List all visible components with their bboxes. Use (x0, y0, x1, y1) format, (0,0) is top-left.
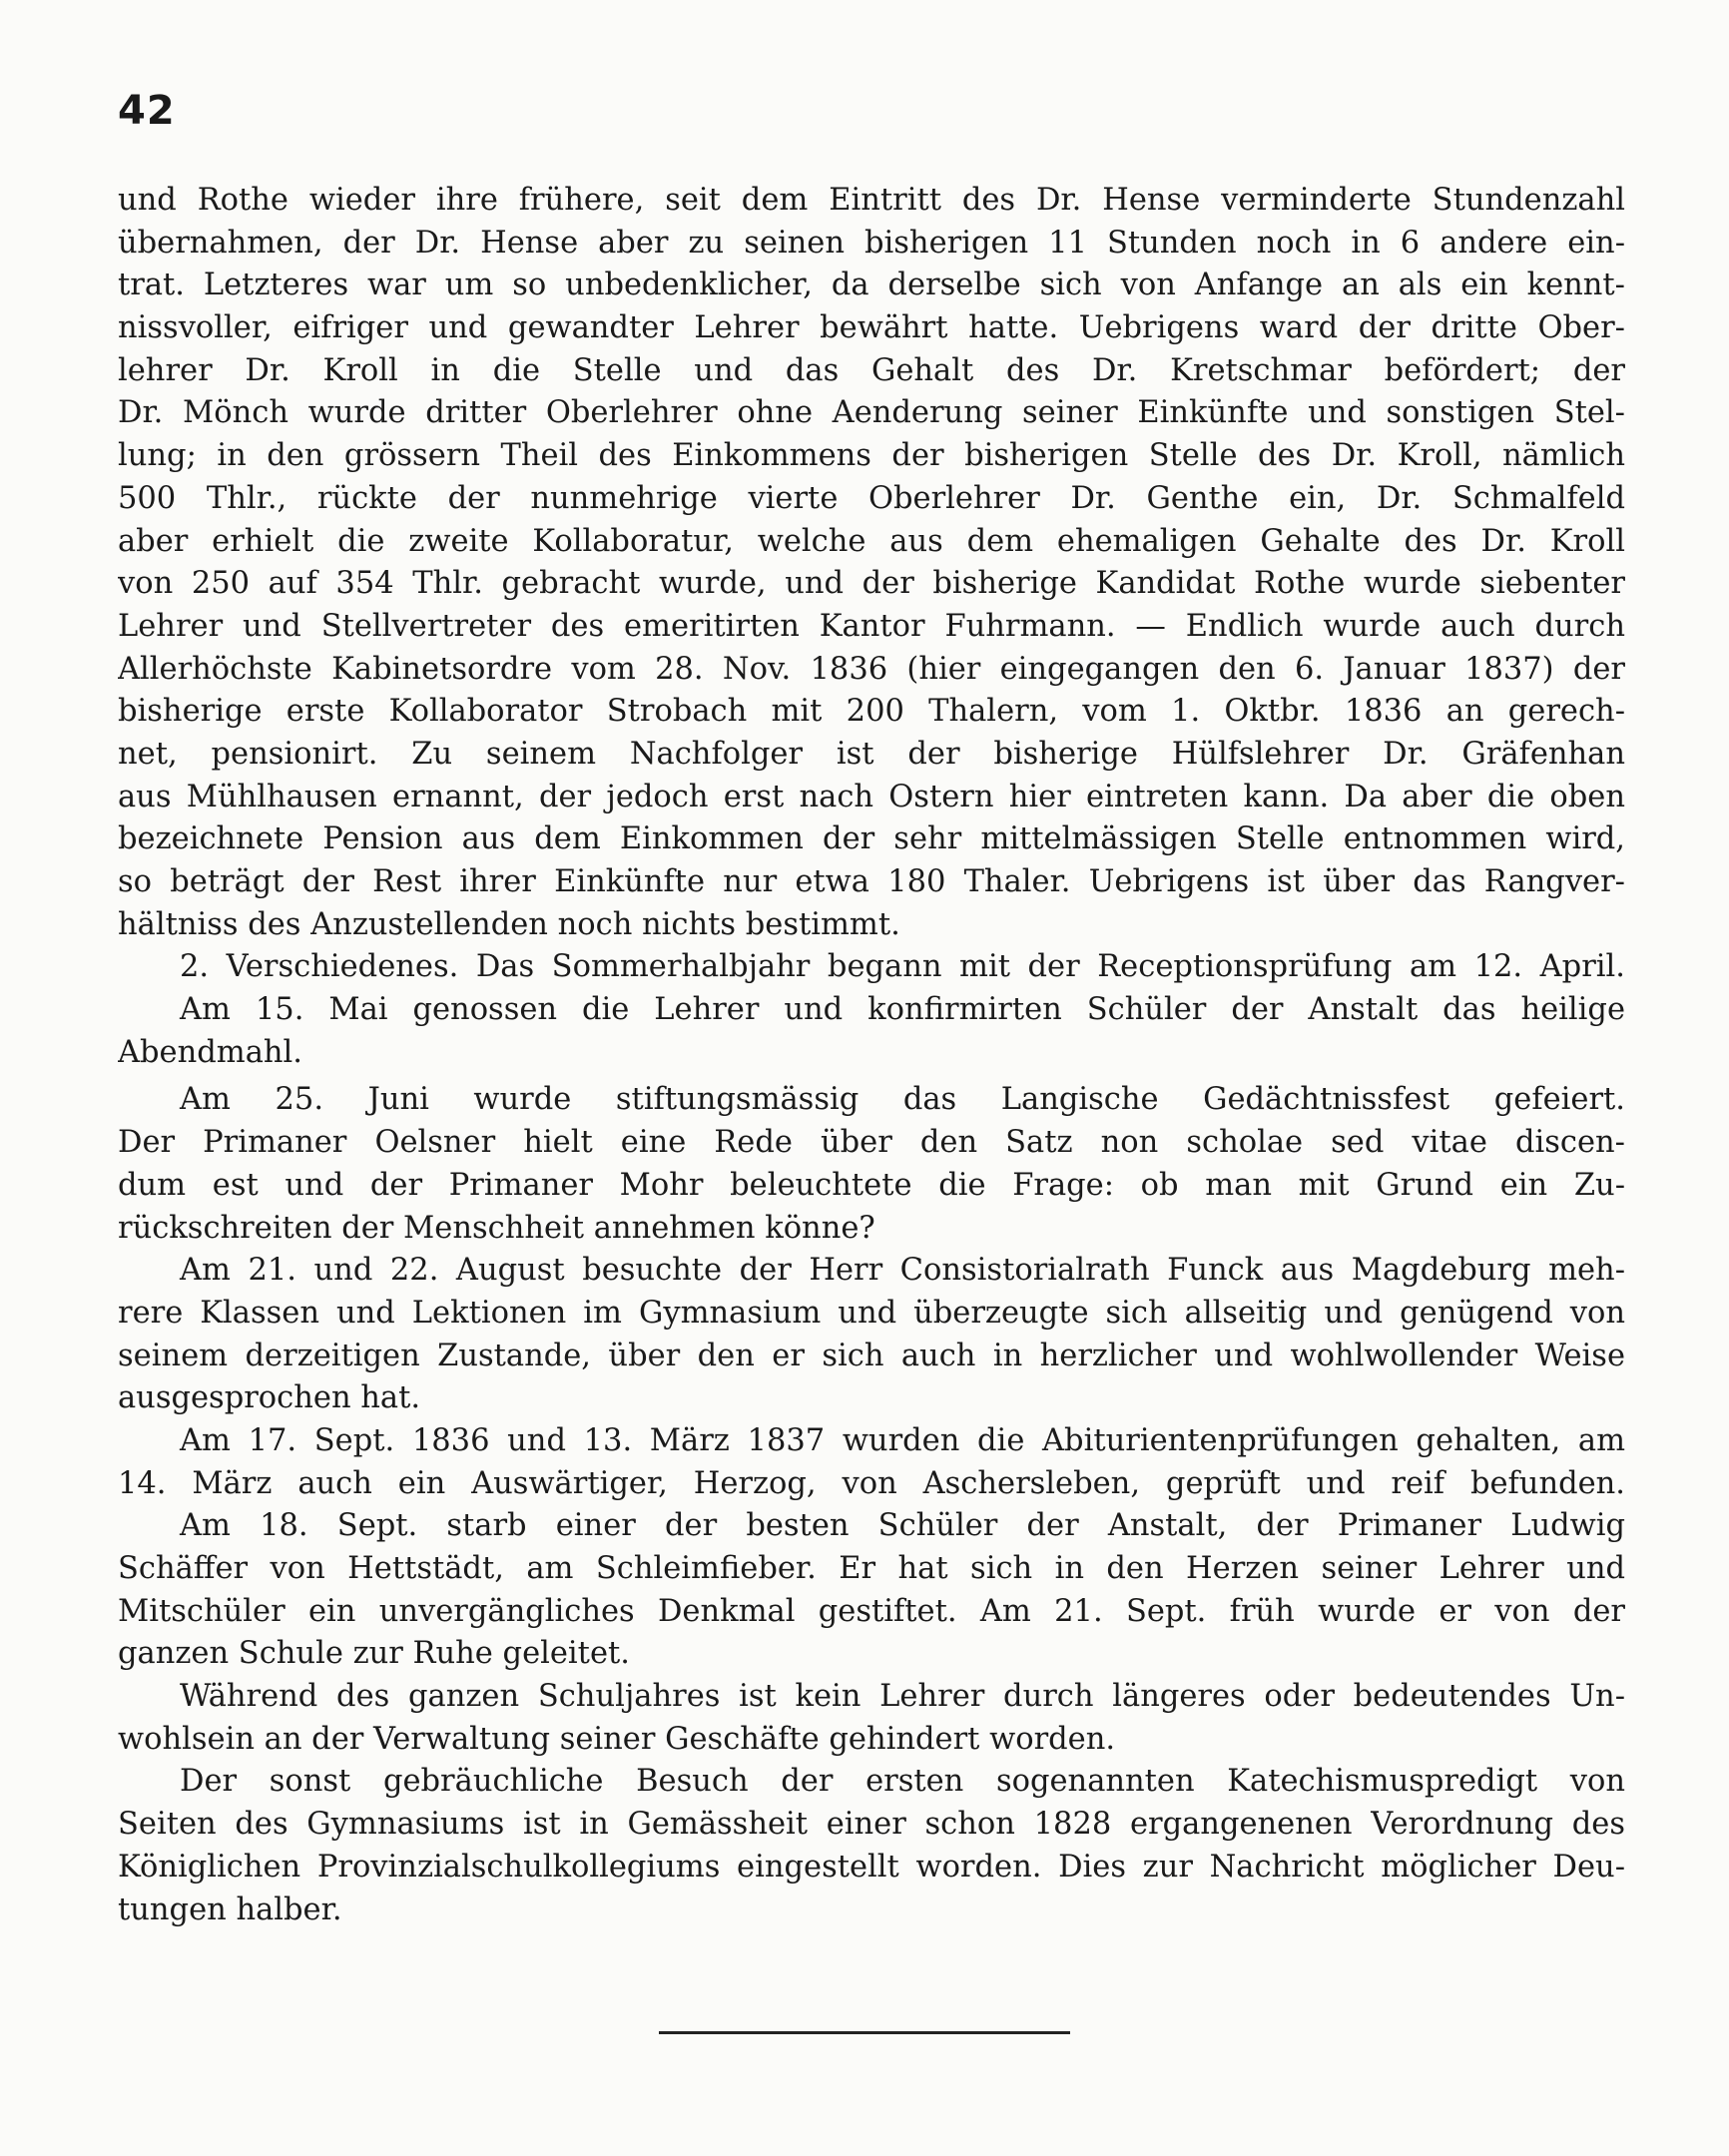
text-line: Während des ganzen Schuljahres ist kein Lehrer durch längeres oder bedeutendes Un- (180, 1679, 1625, 1715)
text-line: Am 17. Sept. 1836 und 13. März 1837 wurden die Abiturientenprüfungen gehalten, am (180, 1422, 1625, 1458)
text-line: ganzen Schule zur Ruhe geleitet. (118, 1636, 630, 1672)
text-line: so beträgt der Rest ihrer Einkünfte nur etwa 180 Thaler. Uebrigens ist über das Rangver- (118, 864, 1625, 899)
text-line: dum est und der Primaner Mohr beleuchtete die Frage: ob man mit Grund ein Zu- (118, 1167, 1625, 1203)
text-line: Der sonst gebräuchliche Besuch der ersten sogenannten Katechismuspredigt von (180, 1764, 1625, 1800)
text-line: seinem derzeitigen Zustande, über den er sich auch in herzlicher und wohlwollender Weise (118, 1338, 1625, 1373)
text-line: Mitschüler ein unvergängliches Denkmal gestiftet. Am 21. Sept. früh wurde er von der (118, 1593, 1625, 1629)
text-line: Der Primaner Oelsner hielt eine Rede über den Satz non scholae sed vitae discen- (118, 1125, 1625, 1161)
text-line: 14. März auch ein Auswärtiger, Herzog, von Aschersleben, geprüft und reif befunden. (118, 1465, 1625, 1501)
page-number: 42 (118, 88, 176, 134)
text-line: rere Klassen und Lektionen im Gymnasium und überzeugte sich allseitig und genügend von (118, 1295, 1625, 1331)
text-line: Dr. Mönch wurde dritter Oberlehrer ohne Aenderung seiner Einkünfte und sonstigen Stel- (118, 395, 1625, 431)
text-line: aber erhielt die zweite Kollaboratur, welche aus dem ehemaligen Gehalte des Dr. Kroll (118, 523, 1625, 559)
text-line: und Rothe wieder ihre frühere, seit dem Eintritt des Dr. Hense verminderte Stundenzahl (118, 183, 1625, 218)
text-line: rückschreiten der Menschheit annehmen könne? (118, 1210, 875, 1246)
text-line: nissvoller, eifriger und gewandter Lehrer bewährt hatte. Uebrigens ward der dritte Ober- (118, 310, 1625, 346)
end-rule (659, 2031, 1070, 2034)
text-line: hältniss des Anzustellenden noch nichts bestimmt. (118, 906, 900, 942)
text-line: tungen halber. (118, 1891, 342, 1927)
text-line: lung; in den grössern Theil des Einkommens der bisherigen Stelle des Dr. Kroll, nämlich (118, 438, 1625, 474)
text-line: von 250 auf 354 Thlr. gebracht wurde, und der bisherige Kandidat Rothe wurde siebenter (118, 566, 1625, 602)
text-line: Am 15. Mai genossen die Lehrer und konfirmirten Schüler der Anstalt das heilige (180, 992, 1625, 1028)
text-line: 500 Thlr., rückte der nunmehrige vierte Oberlehrer Dr. Genthe ein, Dr. Schmalfeld (118, 480, 1625, 516)
text-line: Am 25. Juni wurde stiftungsmässig das Langische Gedächtnissfest gefeiert. (180, 1082, 1625, 1118)
text-line: trat. Letzteres war um so unbedenklicher, da derselbe sich von Anfange an als ein kennt- (118, 268, 1625, 303)
text-line: Königlichen Provinzialschulkollegiums eingestellt worden. Dies zur Nachricht möglicher Deu- (118, 1849, 1625, 1885)
text-line: bezeichnete Pension aus dem Einkommen der sehr mittelmässigen Stelle entnommen wird, (118, 821, 1625, 857)
text-line: lehrer Dr. Kroll in die Stelle und das Gehalt des Dr. Kretschmar befördert; der (118, 352, 1625, 388)
text-line: Am 18. Sept. starb einer der besten Schüler der Anstalt, der Primaner Ludwig (180, 1508, 1625, 1544)
text-line: Abendmahl. (118, 1034, 302, 1070)
text-line: net, pensionirt. Zu seinem Nachfolger ist der bisherige Hülfslehrer Dr. Gräfenhan (118, 736, 1625, 772)
text-line: ausgesprochen hat. (118, 1380, 421, 1416)
text-line: übernahmen, der Dr. Hense aber zu seinen bisherigen 11 Stunden noch in 6 andere ein- (118, 225, 1625, 261)
text-line: Lehrer und Stellvertreter des emeritirten Kantor Fuhrmann. — Endlich wurde auch durch (118, 608, 1625, 644)
text-line: 2. Verschiedenes. Das Sommerhalbjahr begann mit der Receptionsprüfung am 12. April. (180, 949, 1625, 985)
text-line: wohlsein an der Verwaltung seiner Geschäfte gehindert worden. (118, 1721, 1116, 1757)
text-line: Schäffer von Hettstädt, am Schleimfieber. Er hat sich in den Herzen seiner Lehrer und (118, 1551, 1625, 1586)
text-line: aus Mühlhausen ernannt, der jedoch erst nach Ostern hier eintreten kann. Da aber die oben (118, 779, 1625, 814)
body-text (118, 180, 1625, 1931)
text-line: Am 21. und 22. August besuchte der Herr Consistorialrath Funck aus Magdeburg meh- (180, 1253, 1625, 1289)
text-line: Seiten des Gymnasiums ist in Gemässheit einer schon 1828 ergangenenen Verordnung des (118, 1807, 1625, 1843)
text-line: Allerhöchste Kabinetsordre vom 28. Nov. 1836 (hier eingegangen den 6. Januar 1837) der (118, 651, 1625, 687)
text-line: bisherige erste Kollaborator Strobach mit 200 Thalern, vom 1. Oktbr. 1836 an gerech- (118, 694, 1625, 730)
